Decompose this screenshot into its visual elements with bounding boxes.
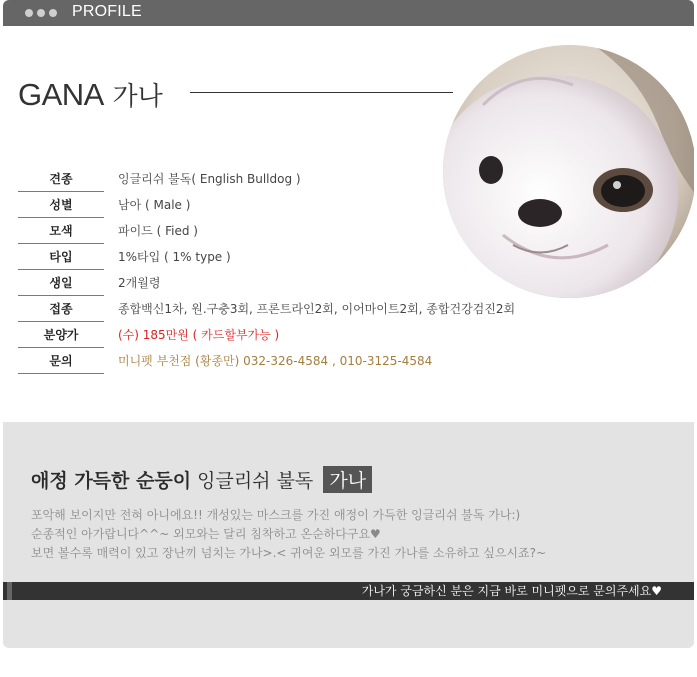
promo-title — [31, 466, 372, 493]
info-row-gender — [18, 193, 578, 218]
promo-title-bold: 애정 가득한 순둥이 — [31, 470, 192, 492]
profile-header — [3, 0, 694, 26]
price-value: (수) 185만원 ( 카드할부가능 ) — [118, 328, 280, 342]
promo-line: 포악해 보이지만 전혀 아니에요!! 개성있는 마스크를 가진 애정이 가득한 잉글리쉬 불독 가나:) — [31, 508, 521, 522]
info-value: 파이드 ( Fied ) — [118, 224, 198, 238]
pet-name-en: GANA — [18, 77, 104, 112]
info-label: 생일 — [18, 271, 104, 296]
info-label: 타입 — [18, 245, 104, 270]
cta-banner — [3, 582, 694, 600]
promo-line: 순종적인 아가랍니다^^~ 외모와는 달리 침착하고 온순하다구요♥ — [31, 527, 381, 541]
info-label: 문의 — [18, 349, 104, 374]
cta-text: 가나가 궁금하신 분은 지금 바로 미니펫으로 문의주세요♥ — [361, 584, 662, 598]
pet-name-ko: 가나 — [112, 82, 163, 112]
header-title: PROFILE — [72, 3, 142, 20]
dot-icon — [49, 9, 57, 17]
promo-title-normal: 잉글리쉬 불독 — [197, 470, 314, 492]
dot-icon — [37, 9, 45, 17]
info-row-contact — [18, 349, 578, 374]
pet-name — [18, 76, 163, 113]
name-underline — [190, 92, 453, 93]
info-value: 2개월령 — [118, 276, 161, 290]
info-row-color — [18, 219, 578, 244]
dot-icon — [25, 9, 33, 17]
info-label: 분양가 — [18, 323, 104, 348]
info-value: 종합백신1차, 원.구충3회, 프론트라인2회, 이어마이트2회, 종합건강검진2회 — [118, 302, 516, 316]
info-value: 잉글리쉬 불독( English Bulldog ) — [118, 172, 301, 186]
info-row-birth — [18, 271, 578, 296]
promo-section — [3, 422, 694, 648]
info-label: 접종 — [18, 297, 104, 322]
info-row-type — [18, 245, 578, 270]
info-label: 성별 — [18, 193, 104, 218]
info-label: 견종 — [18, 167, 104, 192]
info-row-price — [18, 323, 578, 348]
cta-accent — [7, 582, 12, 600]
promo-title-tag: 가나 — [323, 466, 372, 493]
promo-line: 보면 볼수록 매력이 있고 장난끼 넘치는 가나>.< 귀여운 외모를 가진 가나를 소유하고 싶으시죠?~ — [31, 546, 547, 560]
info-value: 1%타입 ( 1% type ) — [118, 250, 231, 264]
info-label: 모색 — [18, 219, 104, 244]
info-row-breed — [18, 167, 578, 192]
info-value: 남아 ( Male ) — [118, 198, 191, 212]
info-row-vaccination — [18, 297, 578, 322]
promo-description — [31, 506, 546, 563]
header-dots-icon — [25, 9, 57, 17]
contact-value: 미니펫 부천점 (황종만) 032-326-4584 , 010-3125-4584 — [118, 354, 433, 368]
profile-card — [3, 0, 694, 648]
